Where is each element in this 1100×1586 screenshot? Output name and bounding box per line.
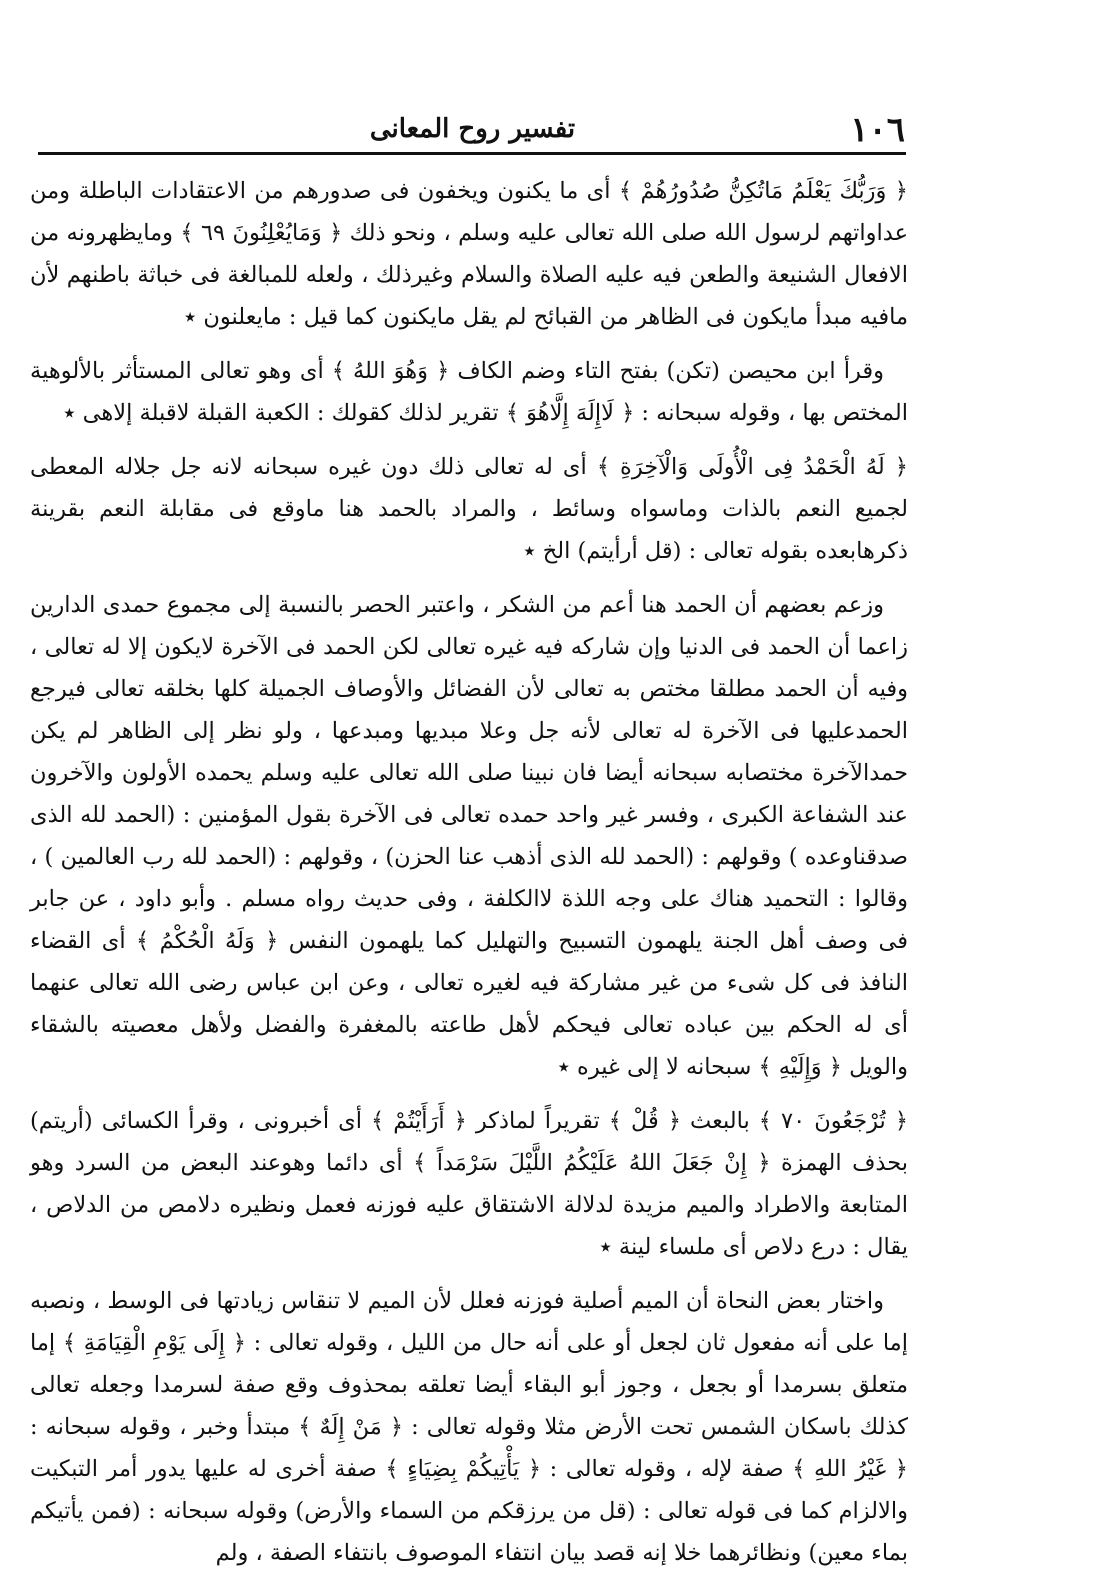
paragraph-4: وزعم بعضهم أن الحمد هنا أعم من الشكر ، واعتبر الحصر بالنسبة إلى مجموع حمدى الدارين زاعما أن الحمد فى الدنيا وإن شاركه فيه غيره تعالى لكن الحمد فى الآخرة لايكون إلا له تعالى ، وفيه أن الحمد مطلقا مختص به تعالى لأن الفضائل والأوصاف الجميلة كلها بخلقه تعالى فيرجع الحمدعليها فى الآخرة له تعالى لأنه جل وعلا مبديها ومبدعها ، ولو نظر إلى الظاهر لم يكن حمدالآخرة مختصابه سبحانه أيضا فان نبينا صلى الله تعالى عليه وسلم يحمده الأولون والآخرون عند الشفاعة الكبرى ، وفسر غير واحد حمده تعالى فى الآخرة بقول المؤمنين : (الحمد لله الذى صدقناوعده ) وقولهم : (الحمد لله الذى أذهب عنا الحزن) ، وقولهم : (الحمد لله رب العالمين ) ، وقالوا : التحميد هناك على وجه اللذة لاالكلفة ، وفى حديث رواه مسلم . وأبو داود ، عن جابر فى وصف أهل الجنة يلهمون التسبيح والتهليل كما يلهمون النفس ﴿ وَلَهُ الْحُكْمُ ﴾ أى القضاء النافذ فى كل شىء من غير مشاركة فيه لغيره تعالى ، وعن ابن عباس رضى الله تعالى عنهما أى له الحكم بين عباده تعالى فيحكم لأهل طاعته بالمغفرة والفضل ولأهل معصيته بالشقاء والويل ﴿ وَإِلَيْهِ ﴾ سبحانه لا إلى غيره ٭ — [30, 592, 908, 1080]
page-number: ١٠٦ — [850, 110, 905, 150]
body-text — [30, 170, 908, 1586]
paragraph-1: ﴿ وَرَبُّكَ يَعْلَمُ مَاتُكِنُّ صُدُورُهُمْ ﴾ أى ما يكنون ويخفون فى صدورهم من الاعتقادات الباطلة ومن عداواتهم لرسول الله صلى الله تعالى عليه وسلم ، ونحو ذلك ﴿ وَمَايُعْلِنُونَ ٦٩ ﴾ ومايظهرونه من الافعال الشنيعة والطعن فيه عليه الصلاة والسلام وغيرذلك ، ولعله للمبالغة فى خباثة باطنهم لأن مافيه مبدأ مايكون فى الظاهر من القبائح لم يقل مايكنون كما قيل : مايعلنون ٭ — [30, 178, 908, 330]
paragraph-2: وقرأ ابن محيصن (تكن) بفتح التاء وضم الكاف ﴿ وَهُوَ اللهُ ﴾ أى وهو تعالى المستأثر بالألوهية المختص بها ، وقوله سبحانه : ﴿ لَاإِلَهَ إِلَّاهُوَ ﴾ تقرير لذلك كقولك : الكعبة القبلة لاقبلة إلاهى ٭ — [30, 358, 908, 426]
paragraph-3: ﴿ لَهُ الْحَمْدُ فِى الْأُولَى وَالْآخِرَةِ ﴾ أى له تعالى ذلك دون غيره سبحانه لانه جل جلاله المعطى لجميع النعم بالذات وماسواه وسائط ، والمراد بالحمد هنا ماوقع فى مقابلة النعم بقرينة ذكرهابعده بقوله تعالى : (قل أرأيتم) الخ ٭ — [30, 454, 908, 564]
paragraph-6: واختار بعض النحاة أن الميم أصلية فوزنه فعلل لأن الميم لا تنقاس زيادتها فى الوسط ، ونصبه إما على أنه مفعول ثان لجعل أو على أنه حال من الليل ، وقوله تعالى : ﴿ إِلَى يَوْمِ الْقِيَامَةِ ﴾ إما متعلق بسرمدا أو بجعل ، وجوز أبو البقاء أيضا تعلقه بمحذوف وقع صفة لسرمدا وجعله تعالى كذلك باسكان الشمس تحت الأرض مثلا وقوله تعالى : ﴿ مَنْ إِلَهٌ ﴾ مبتدأ وخبر ، وقوله سبحانه : ﴿ غَيْرُ اللهِ ﴾ صفة لإله ، وقوله تعالى : ﴿ يَأْتِيكُمْ بِضِيَاءٍ ﴾ صفة أخرى له عليها يدور أمر التبكيت والالزام كما فى قوله تعالى : (قل من يرزقكم من السماء والأرض) وقوله سبحانه : (فمن يأتيكم بماء معين) ونظائرهما خلا إنه قصد بيان انتفاء الموصوف بانتفاء الصفة ، ولم — [30, 1288, 908, 1566]
running-title: تفسير روح المعانى — [369, 114, 576, 144]
page-header — [40, 108, 905, 154]
header-rule — [38, 152, 906, 155]
paragraph-5: ﴿ تُرْجَعُونَ ٧٠ ﴾ بالبعث ﴿ قُلْ ﴾ تقريراً لماذكر ﴿ أَرَأَيْتُمْ ﴾ أى أخبرونى ، وقرأ الكسائى (أريتم) بحذف الهمزة ﴿ إِنْ جَعَلَ اللهُ عَلَيْكُمُ اللَّيْلَ سَرْمَداً ﴾ أى دائما وهوعند البعض من السرد وهو المتابعة والاطراد والميم مزيدة لدلالة الاشتقاق عليه فوزنه فعمل ونظيره دلامص من الدلاص ، يقال : درع دلاص أى ملساء لينة ٭ — [30, 1108, 909, 1260]
